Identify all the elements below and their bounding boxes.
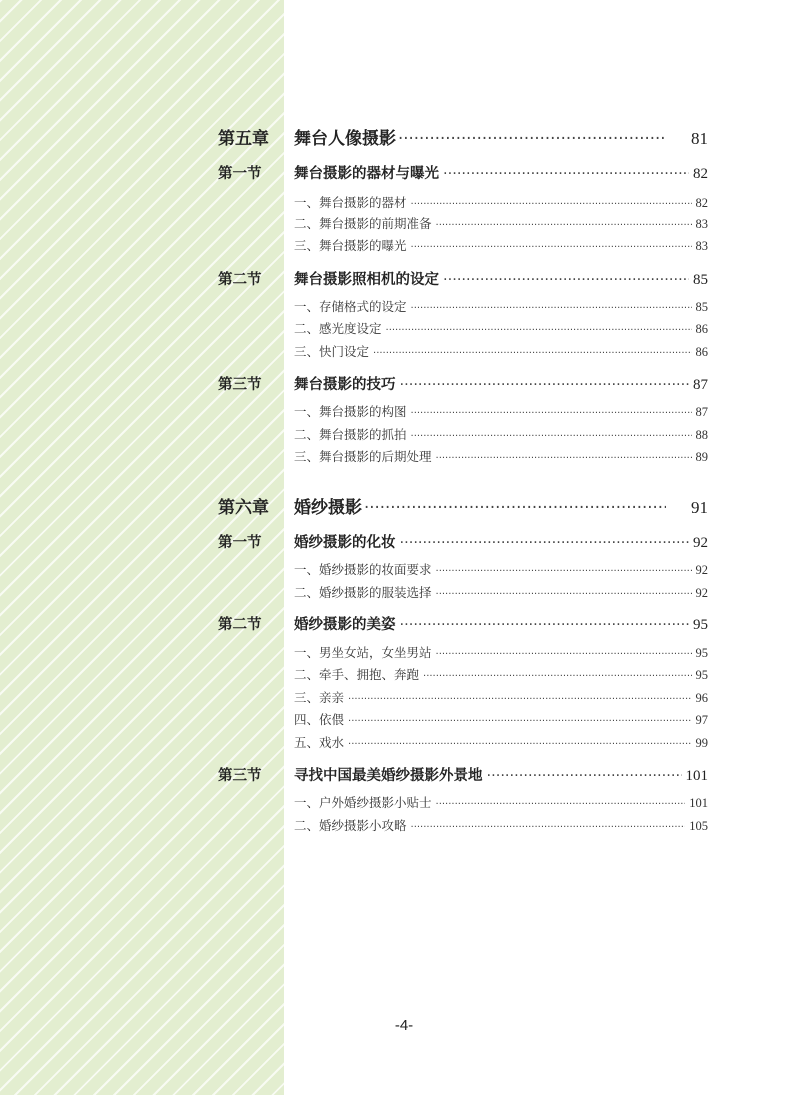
item-title: 一、户外婚纱摄影小贴士 [294, 795, 432, 810]
item-title: 五、戏水 [294, 735, 345, 750]
toc-item[interactable] [294, 710, 708, 728]
leader-dots [436, 566, 692, 577]
toc-item[interactable] [294, 816, 708, 834]
item-page: 86 [695, 345, 708, 359]
item-page: 92 [695, 586, 708, 600]
toc-item[interactable] [294, 643, 708, 661]
toc-item[interactable] [294, 297, 708, 315]
chapter-label: 第五章 [218, 129, 269, 149]
toc-item[interactable] [294, 193, 708, 211]
toc-item[interactable] [294, 402, 708, 420]
chapter-page: 91 [691, 498, 708, 517]
section-page: 85 [693, 272, 708, 288]
toc-item[interactable] [294, 236, 708, 254]
leader-dots [436, 220, 692, 231]
leader-dots [348, 694, 691, 705]
leader-dots [373, 348, 691, 359]
leader-dots [487, 768, 682, 784]
item-page: 95 [695, 668, 708, 682]
item-page: 83 [695, 239, 708, 253]
item-title: 三、快门设定 [294, 344, 370, 359]
item-title: 一、舞台摄影的器材 [294, 195, 407, 210]
leader-dots [400, 617, 690, 633]
item-title: 三、亲亲 [294, 690, 345, 705]
leader-dots [411, 822, 686, 833]
item-title: 二、感光度设定 [294, 321, 382, 336]
leader-dots [443, 166, 689, 182]
toc-section[interactable] [218, 162, 708, 183]
toc-item[interactable] [294, 583, 708, 601]
item-page: 99 [695, 736, 708, 750]
item-page: 96 [695, 691, 708, 705]
section-page: 95 [693, 617, 708, 633]
leader-dots [443, 272, 689, 288]
leader-dots [348, 716, 691, 727]
item-page: 105 [689, 819, 708, 833]
toc-section[interactable] [218, 268, 708, 289]
item-title: 二、牵手、拥抱、奔跑 [294, 667, 420, 682]
item-page: 83 [695, 217, 708, 231]
item-page: 89 [695, 450, 708, 464]
section-label: 第三节 [218, 377, 262, 393]
toc-item[interactable] [294, 447, 708, 465]
toc-item[interactable] [294, 733, 708, 751]
item-page: 101 [689, 796, 708, 810]
section-label: 第一节 [218, 535, 262, 551]
toc-item[interactable] [294, 214, 708, 232]
item-title: 二、舞台摄影的前期准备 [294, 216, 432, 231]
leader-dots [400, 535, 690, 551]
chapter-title: 婚纱摄影 [294, 498, 362, 518]
section-page: 92 [693, 535, 708, 551]
chapter-page: 81 [691, 129, 708, 148]
section-title: 婚纱摄影的化妆 [294, 535, 396, 551]
leader-dots [411, 303, 692, 314]
toc-section[interactable] [218, 531, 708, 552]
section-page: 87 [693, 377, 708, 393]
item-title: 三、舞台摄影的后期处理 [294, 449, 432, 464]
leader-dots [348, 739, 691, 750]
item-title: 一、男坐女站，女坐男站 [294, 645, 432, 660]
chapter-title: 舞台人像摄影 [294, 129, 396, 149]
leader-dots [423, 671, 691, 682]
leader-dots [400, 377, 690, 393]
item-page: 86 [695, 322, 708, 336]
leader-dots [411, 408, 692, 419]
item-page: 95 [695, 646, 708, 660]
leader-dots [436, 649, 692, 660]
item-title: 二、舞台摄影的抓拍 [294, 427, 407, 442]
section-page: 82 [693, 166, 708, 182]
section-title: 舞台摄影的技巧 [294, 377, 396, 393]
item-title: 三、舞台摄影的曝光 [294, 238, 407, 253]
toc-item[interactable] [294, 319, 708, 337]
toc-item[interactable] [294, 793, 708, 811]
item-title: 一、婚纱摄影的妆面要求 [294, 562, 432, 577]
toc-section[interactable] [218, 373, 708, 394]
section-title: 舞台摄影的器材与曝光 [294, 166, 439, 182]
section-title: 寻找中国最美婚纱摄影外景地 [294, 768, 483, 784]
section-title: 婚纱摄影的美姿 [294, 617, 396, 633]
leader-dots [411, 431, 692, 442]
toc-chapter-6[interactable] [218, 493, 708, 518]
toc-item[interactable] [294, 342, 708, 360]
section-label: 第一节 [218, 166, 262, 182]
leader-dots [436, 453, 692, 464]
item-page: 88 [695, 428, 708, 442]
leader-dots [411, 242, 692, 253]
item-title: 一、舞台摄影的构图 [294, 404, 407, 419]
item-title: 二、婚纱摄影的服装选择 [294, 585, 432, 600]
toc-section[interactable] [218, 613, 708, 634]
section-title: 舞台摄影照相机的设定 [294, 272, 439, 288]
section-label: 第三节 [218, 768, 262, 784]
chapter-label: 第六章 [218, 498, 269, 518]
page-number: -4- [394, 1017, 414, 1034]
item-page: 97 [695, 713, 708, 727]
leader-dots [411, 199, 692, 210]
item-title: 二、婚纱摄影小攻略 [294, 818, 407, 833]
leader-dots [364, 498, 666, 517]
toc-item[interactable] [294, 688, 708, 706]
section-page: 101 [685, 768, 708, 784]
item-page: 82 [695, 196, 708, 210]
item-page: 85 [695, 300, 708, 314]
item-page: 92 [695, 563, 708, 577]
leader-dots [436, 799, 686, 810]
item-page: 87 [695, 405, 708, 419]
toc-section[interactable] [218, 764, 708, 785]
toc-item[interactable] [294, 560, 708, 578]
section-label: 第二节 [218, 617, 262, 633]
item-title: 四、依偎 [294, 712, 345, 727]
toc-item[interactable] [294, 665, 708, 683]
item-title: 一、存储格式的设定 [294, 299, 407, 314]
section-label: 第二节 [218, 272, 262, 288]
leader-dots [398, 129, 666, 148]
leader-dots [436, 589, 692, 600]
toc-item[interactable] [294, 425, 708, 443]
leader-dots [386, 325, 692, 336]
toc-chapter-5[interactable] [218, 124, 708, 149]
